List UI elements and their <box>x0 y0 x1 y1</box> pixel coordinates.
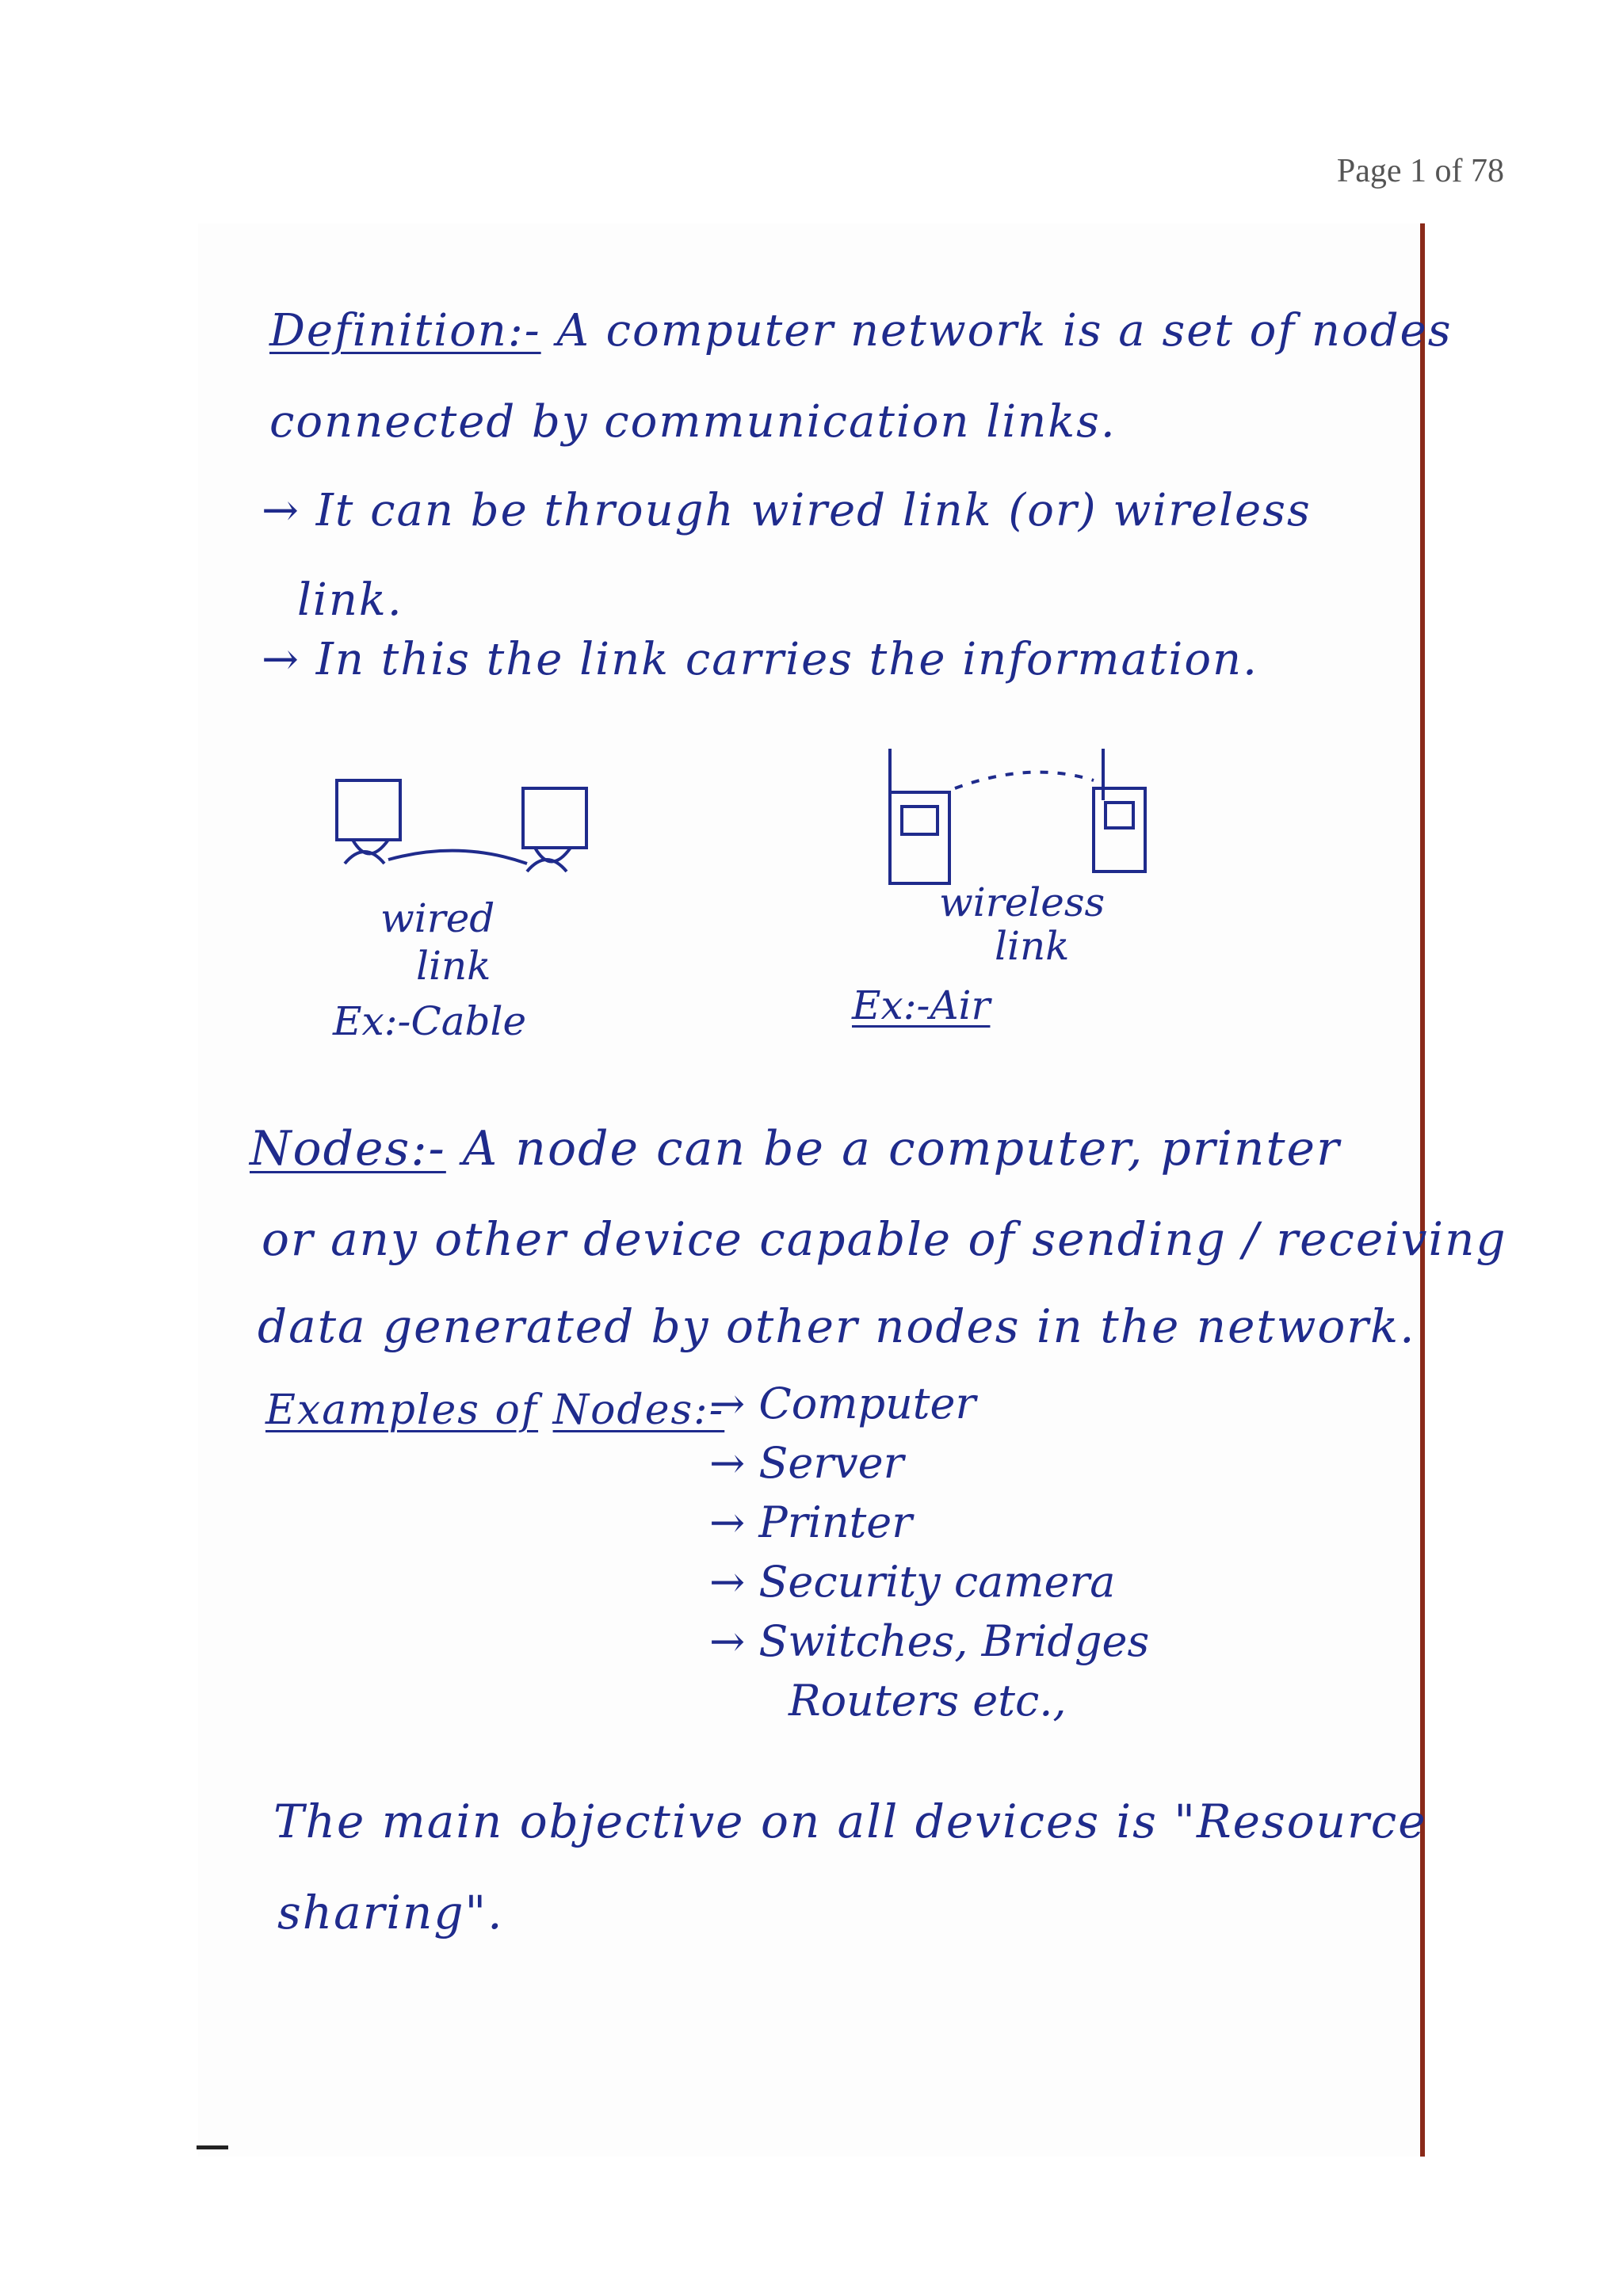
objective-line-2: sharing". <box>277 1886 504 1939</box>
wireless-link-line <box>955 772 1094 788</box>
wired-computer-left-icon <box>337 780 400 840</box>
list-item: → Switches, Bridges <box>709 1616 1150 1666</box>
link-diagram <box>262 745 1371 1062</box>
list-item: → Server <box>709 1438 904 1488</box>
examples-list <box>709 1379 1149 1735</box>
list-item: → Computer <box>709 1379 976 1428</box>
wireless-device-right-icon <box>1094 788 1145 871</box>
definition-line-1 <box>269 305 1452 357</box>
wired-example: Ex:-Cable <box>333 998 527 1044</box>
list-item: Routers etc., <box>789 1676 1067 1726</box>
definition-line-5: → In this the link carries the information. <box>262 634 1258 685</box>
definition-line-3: → It can be through wired link (or) wireless <box>262 485 1312 536</box>
examples-label-b: Nodes:- <box>552 1386 725 1434</box>
sheet-bottom-edge <box>197 2145 228 2149</box>
definition-line-4: link. <box>297 574 403 626</box>
nodes-line-1 <box>250 1121 1341 1177</box>
wireless-label-1: wireless <box>939 879 1106 925</box>
wired-link-line <box>388 851 527 864</box>
list-item: → Printer <box>709 1497 913 1547</box>
definition-line-2: connected by communication links. <box>269 396 1117 448</box>
nodes-text: A node can be a computer, printer <box>445 1121 1341 1177</box>
page-number: Page 1 of 78 <box>1336 153 1504 189</box>
nodes-line-2: or any other device capable of sending / receiving <box>262 1212 1507 1266</box>
definition-text: A computer network is a set of nodes <box>540 305 1453 357</box>
wired-label-2: link <box>416 943 491 989</box>
list-item: → Security camera <box>709 1557 1116 1607</box>
wired-label-1: wired <box>380 895 495 941</box>
wireless-label-2: link <box>995 923 1070 969</box>
objective-line-1: The main objective on all devices is "Resource <box>273 1794 1427 1848</box>
sheet-right-edge <box>1420 223 1425 2157</box>
examples-label-a: Examples of <box>265 1386 539 1434</box>
nodes-label: Nodes:- <box>250 1121 446 1177</box>
definition-label: Definition:- <box>269 305 541 357</box>
wireless-example: Ex:-Air <box>852 982 991 1028</box>
nodes-line-3: data generated by other nodes in the network. <box>258 1299 1416 1353</box>
examples-heading <box>265 1386 724 1434</box>
wired-computer-right-icon <box>523 788 586 848</box>
